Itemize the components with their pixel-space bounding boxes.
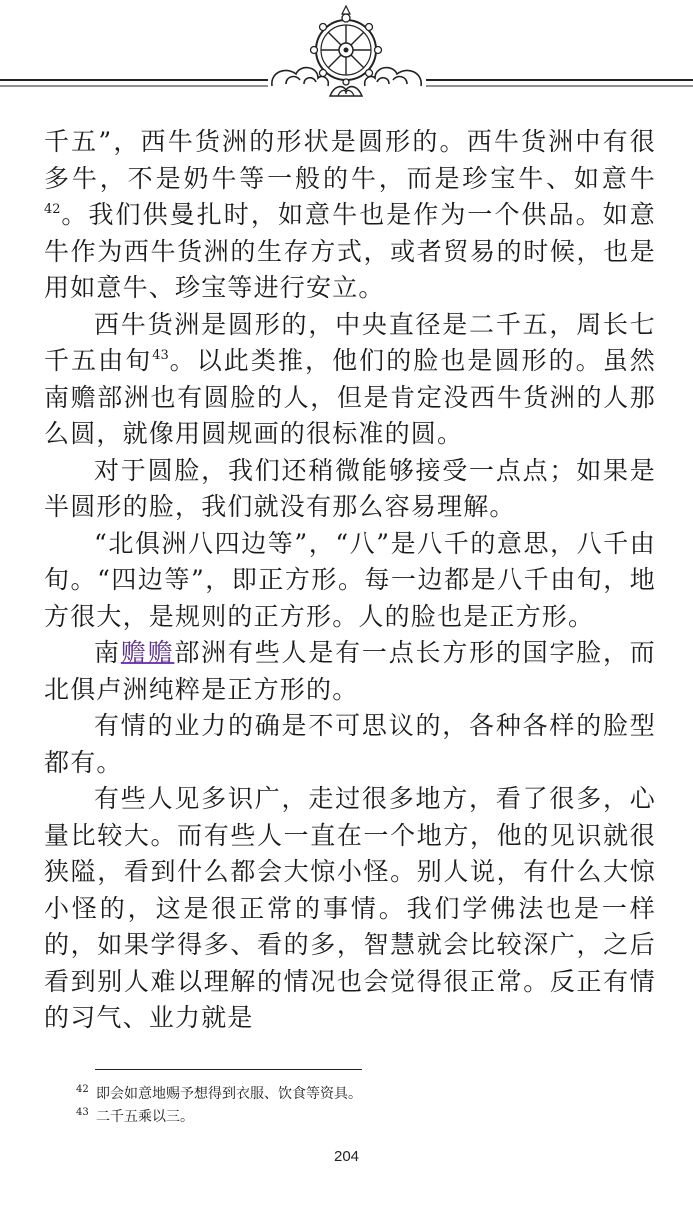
paragraph-1 [44, 124, 656, 307]
footnotes [76, 1083, 636, 1129]
page-header-ornament [0, 0, 693, 110]
spellcheck-marked-word[interactable]: 赡赡 [120, 638, 175, 667]
footnote-ref-42[interactable]: 42 [44, 202, 61, 217]
dharma-wheel-icon [0, 0, 693, 110]
footnote-item [76, 1106, 636, 1129]
page-number: 204 [333, 1148, 360, 1165]
footnote-text: 即会如意地赐予想得到衣服、饮食等资具。 [96, 1086, 362, 1102]
footnote-text: 二千五乘以三。 [96, 1109, 194, 1125]
paragraph-7: 有些人见多识广，走过很多地方，看了很多，心量比较大。而有些人一直在一个地方，他的见识就很狭隘，看到什么都会大惊小怪。别人说，有什么大惊小怪的，这是很正常的事情。我们学佛法也是一样的，如果学得多、看的多，智慧就会比较深广，之后看到别人难以理解的情况也会觉得很正常。反正有情的习气、业力就是 [44, 784, 656, 1032]
main-body-text [44, 124, 656, 1037]
paragraph-text: 。我们供曼扎时，如意牛也是作为一个供品。如意牛作为西牛货洲的生存方式，或者贸易的时候，也是用如意牛、珍宝等进行安立。 [44, 200, 656, 302]
footnote-number: 42 [76, 1084, 89, 1095]
footnote-number: 43 [76, 1107, 89, 1118]
paragraph-2 [44, 307, 656, 453]
paragraph-text: 部洲有些人是有一点长方形的国字脸，而北俱卢洲纯粹是正方形的。 [44, 638, 657, 704]
paragraph-6: 有情的业力的确是不可思议的，各种各样的脸型都有。 [44, 711, 656, 777]
footnote-item [76, 1083, 636, 1106]
paragraph-4: “北俱洲八四边等”，“八”是八千的意思，八千由旬。“四边等”，即正方形。每一边都是八千由旬，地方很大，是规则的正方形。人的脸也是正方形。 [44, 528, 656, 631]
footnote-ref-43[interactable]: 43 [152, 348, 169, 363]
paragraph-text: 千五”，西牛货洲的形状是圆形的。西牛货洲中有很多牛，不是奶牛等一般的牛，而是珍宝牛、如意牛 [44, 127, 656, 193]
paragraph-text: 。以此类推，他们的脸也是圆形的。虽然南赡部洲也有圆脸的人，但是肯定没西牛货洲的人那么圆，就像用圆规画的很标准的圆。 [44, 346, 656, 448]
paragraph-5 [44, 635, 656, 708]
paragraph-text: 西牛货洲是圆形的，中央直径是二千五，周长七千五由旬 [44, 309, 656, 375]
paragraph-3: 对于圆脸，我们还稍微能够接受一点点；如果是半圆形的脸，我们就没有那么容易理解。 [44, 455, 656, 521]
footnote-divider [95, 1069, 362, 1070]
paragraph-text: 南 [94, 638, 121, 667]
